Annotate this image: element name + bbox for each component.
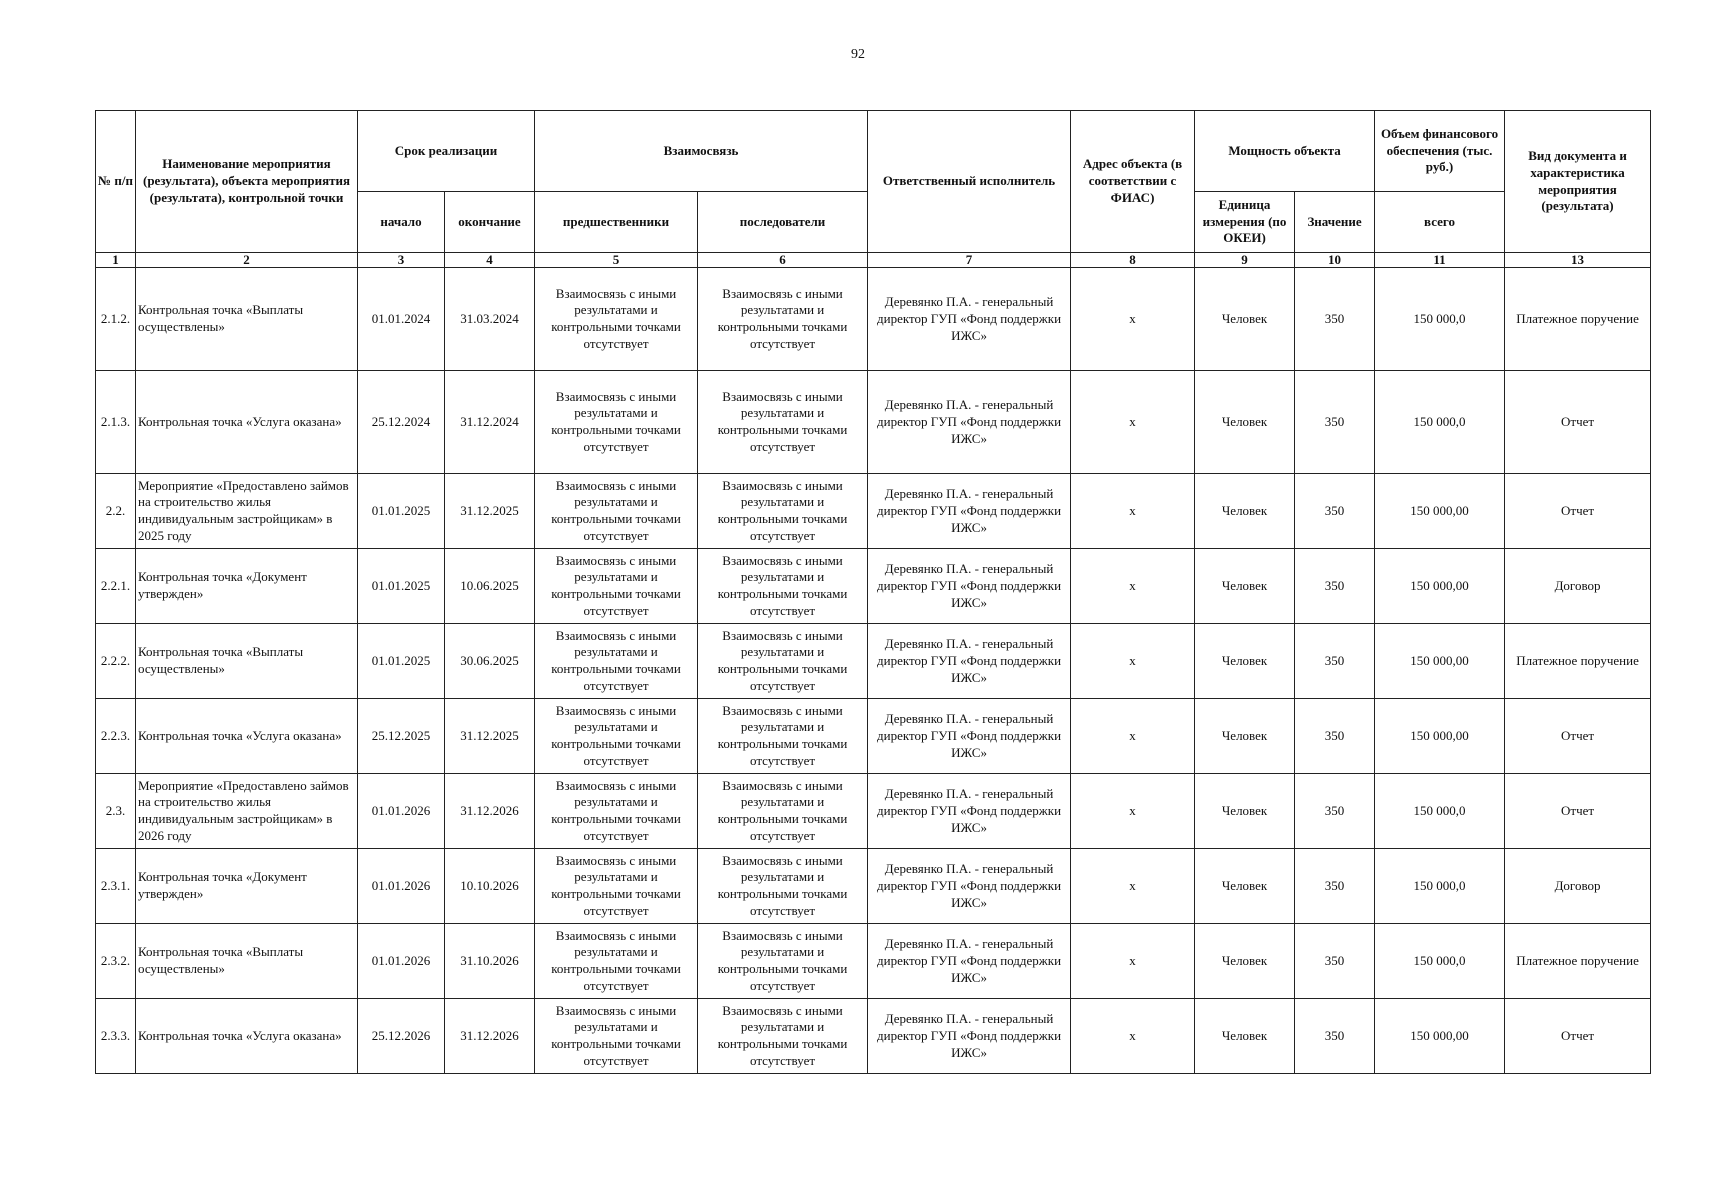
row-predecessors: Взаимосвязь с иными результатами и контрольными точками отсутствует <box>535 924 698 999</box>
row-number: 2.2.2. <box>96 624 136 699</box>
row-document: Отчет <box>1505 371 1651 474</box>
row-document: Платежное поручение <box>1505 924 1651 999</box>
row-name: Контрольная точка «Документ утвержден» <box>136 549 358 624</box>
row-start-date: 01.01.2026 <box>358 774 445 849</box>
row-name: Контрольная точка «Услуга оказана» <box>136 999 358 1074</box>
row-successors: Взаимосвязь с иными результатами и контрольными точками отсутствует <box>698 699 868 774</box>
row-finance: 150 000,00 <box>1375 999 1505 1074</box>
row-value: 350 <box>1295 999 1375 1074</box>
row-unit: Человек <box>1195 999 1295 1074</box>
row-finance: 150 000,0 <box>1375 774 1505 849</box>
row-responsible: Деревянко П.А. - генеральный директор ГУП «Фонд поддержки ИЖС» <box>868 924 1071 999</box>
table-row <box>96 474 1651 549</box>
column-number: 5 <box>535 253 698 268</box>
row-address: x <box>1071 624 1195 699</box>
header-finance: Объем финансового обеспечения (тыс. руб.) <box>1375 111 1505 192</box>
row-value: 350 <box>1295 474 1375 549</box>
row-number: 2.3.3. <box>96 999 136 1074</box>
header-responsible: Ответственный исполнитель <box>868 111 1071 253</box>
row-predecessors: Взаимосвязь с иными результатами и контрольными точками отсутствует <box>535 624 698 699</box>
row-start-date: 25.12.2025 <box>358 699 445 774</box>
row-end-date: 31.12.2025 <box>445 474 535 549</box>
row-successors: Взаимосвязь с иными результатами и контрольными точками отсутствует <box>698 849 868 924</box>
row-successors: Взаимосвязь с иными результатами и контрольными точками отсутствует <box>698 999 868 1074</box>
row-value: 350 <box>1295 699 1375 774</box>
row-successors: Взаимосвязь с иными результатами и контрольными точками отсутствует <box>698 371 868 474</box>
column-number: 2 <box>136 253 358 268</box>
page-number: 92 <box>851 47 865 62</box>
row-responsible: Деревянко П.А. - генеральный директор ГУП «Фонд поддержки ИЖС» <box>868 549 1071 624</box>
column-number: 7 <box>868 253 1071 268</box>
column-number: 4 <box>445 253 535 268</box>
row-start-date: 01.01.2026 <box>358 849 445 924</box>
row-number: 2.2.1. <box>96 549 136 624</box>
header-value: Значение <box>1295 192 1375 253</box>
row-predecessors: Взаимосвязь с иными результатами и контрольными точками отсутствует <box>535 774 698 849</box>
column-number: 13 <box>1505 253 1651 268</box>
row-predecessors: Взаимосвязь с иными результатами и контрольными точками отсутствует <box>535 549 698 624</box>
row-end-date: 10.10.2026 <box>445 849 535 924</box>
row-name: Контрольная точка «Документ утвержден» <box>136 849 358 924</box>
row-address: x <box>1071 699 1195 774</box>
row-name: Контрольная точка «Услуга оказана» <box>136 371 358 474</box>
column-number: 11 <box>1375 253 1505 268</box>
header-document: Вид документа и характеристика мероприятия (результата) <box>1505 111 1651 253</box>
row-number: 2.1.3. <box>96 371 136 474</box>
column-number: 10 <box>1295 253 1375 268</box>
row-unit: Человек <box>1195 474 1295 549</box>
row-responsible: Деревянко П.А. - генеральный директор ГУП «Фонд поддержки ИЖС» <box>868 774 1071 849</box>
header-name: Наименование мероприятия (результата), объекта мероприятия (результата), контрольной точки <box>136 111 358 253</box>
column-number-row <box>96 253 1651 268</box>
row-end-date: 31.12.2026 <box>445 999 535 1074</box>
column-number: 8 <box>1071 253 1195 268</box>
row-address: x <box>1071 371 1195 474</box>
row-end-date: 31.12.2026 <box>445 774 535 849</box>
header-unit: Единица измерения (по ОКЕИ) <box>1195 192 1295 253</box>
row-successors: Взаимосвязь с иными результатами и контрольными точками отсутствует <box>698 774 868 849</box>
row-successors: Взаимосвязь с иными результатами и контрольными точками отсутствует <box>698 624 868 699</box>
row-successors: Взаимосвязь с иными результатами и контрольными точками отсутствует <box>698 268 868 371</box>
row-name: Мероприятие «Предоставлено займов на строительство жилья индивидуальным застройщикам» в 2026 году <box>136 774 358 849</box>
column-number: 1 <box>96 253 136 268</box>
row-successors: Взаимосвязь с иными результатами и контрольными точками отсутствует <box>698 549 868 624</box>
row-address: x <box>1071 774 1195 849</box>
row-number: 2.3.1. <box>96 849 136 924</box>
row-name: Контрольная точка «Выплаты осуществлены» <box>136 268 358 371</box>
row-successors: Взаимосвязь с иными результатами и контрольными точками отсутствует <box>698 474 868 549</box>
row-unit: Человек <box>1195 699 1295 774</box>
row-address: x <box>1071 924 1195 999</box>
row-finance: 150 000,00 <box>1375 699 1505 774</box>
header-num: № п/п <box>96 111 136 253</box>
row-end-date: 31.03.2024 <box>445 268 535 371</box>
row-document: Платежное поручение <box>1505 624 1651 699</box>
row-responsible: Деревянко П.А. - генеральный директор ГУП «Фонд поддержки ИЖС» <box>868 624 1071 699</box>
row-start-date: 01.01.2025 <box>358 624 445 699</box>
row-responsible: Деревянко П.А. - генеральный директор ГУП «Фонд поддержки ИЖС» <box>868 474 1071 549</box>
row-predecessors: Взаимосвязь с иными результатами и контрольными точками отсутствует <box>535 268 698 371</box>
row-unit: Человек <box>1195 849 1295 924</box>
row-start-date: 01.01.2025 <box>358 549 445 624</box>
table-body <box>96 268 1651 1074</box>
row-end-date: 31.10.2026 <box>445 924 535 999</box>
row-start-date: 25.12.2026 <box>358 999 445 1074</box>
table-row <box>96 371 1651 474</box>
table-row <box>96 999 1651 1074</box>
table-row <box>96 624 1651 699</box>
column-number: 3 <box>358 253 445 268</box>
table-row <box>96 549 1651 624</box>
row-number: 2.3.2. <box>96 924 136 999</box>
header-capacity: Мощность объекта <box>1195 111 1375 192</box>
row-responsible: Деревянко П.А. - генеральный директор ГУП «Фонд поддержки ИЖС» <box>868 268 1071 371</box>
row-number: 2.2. <box>96 474 136 549</box>
row-predecessors: Взаимосвязь с иными результатами и контрольными точками отсутствует <box>535 849 698 924</box>
row-document: Отчет <box>1505 774 1651 849</box>
row-start-date: 01.01.2026 <box>358 924 445 999</box>
header-successors: последователи <box>698 192 868 253</box>
row-start-date: 01.01.2024 <box>358 268 445 371</box>
row-address: x <box>1071 849 1195 924</box>
row-finance: 150 000,00 <box>1375 549 1505 624</box>
header-predecessors: предшественники <box>535 192 698 253</box>
row-value: 350 <box>1295 371 1375 474</box>
row-document: Отчет <box>1505 999 1651 1074</box>
header-term-end: окончание <box>445 192 535 253</box>
row-name: Мероприятие «Предоставлено займов на строительство жилья индивидуальным застройщикам» в 2025 году <box>136 474 358 549</box>
row-value: 350 <box>1295 624 1375 699</box>
row-responsible: Деревянко П.А. - генеральный директор ГУП «Фонд поддержки ИЖС» <box>868 699 1071 774</box>
row-predecessors: Взаимосвязь с иными результатами и контрольными точками отсутствует <box>535 474 698 549</box>
table-row <box>96 924 1651 999</box>
control-points-table <box>95 110 1651 1074</box>
row-number: 2.1.2. <box>96 268 136 371</box>
row-responsible: Деревянко П.А. - генеральный директор ГУП «Фонд поддержки ИЖС» <box>868 371 1071 474</box>
row-finance: 150 000,0 <box>1375 924 1505 999</box>
row-unit: Человек <box>1195 924 1295 999</box>
row-name: Контрольная точка «Выплаты осуществлены» <box>136 624 358 699</box>
row-unit: Человек <box>1195 774 1295 849</box>
row-unit: Человек <box>1195 624 1295 699</box>
table-row <box>96 268 1651 371</box>
row-start-date: 25.12.2024 <box>358 371 445 474</box>
header-relation: Взаимосвязь <box>535 111 868 192</box>
row-document: Отчет <box>1505 474 1651 549</box>
row-finance: 150 000,00 <box>1375 624 1505 699</box>
header-term: Срок реализации <box>358 111 535 192</box>
row-finance: 150 000,00 <box>1375 474 1505 549</box>
row-document: Договор <box>1505 849 1651 924</box>
row-unit: Человек <box>1195 371 1295 474</box>
row-number: 2.2.3. <box>96 699 136 774</box>
row-end-date: 10.06.2025 <box>445 549 535 624</box>
row-number: 2.3. <box>96 774 136 849</box>
table-row <box>96 774 1651 849</box>
row-finance: 150 000,0 <box>1375 371 1505 474</box>
row-predecessors: Взаимосвязь с иными результатами и контрольными точками отсутствует <box>535 371 698 474</box>
row-value: 350 <box>1295 924 1375 999</box>
row-finance: 150 000,0 <box>1375 268 1505 371</box>
row-document: Отчет <box>1505 699 1651 774</box>
row-address: x <box>1071 549 1195 624</box>
row-name: Контрольная точка «Услуга оказана» <box>136 699 358 774</box>
column-number: 6 <box>698 253 868 268</box>
table-row <box>96 849 1651 924</box>
row-finance: 150 000,0 <box>1375 849 1505 924</box>
row-end-date: 31.12.2025 <box>445 699 535 774</box>
row-predecessors: Взаимосвязь с иными результатами и контрольными точками отсутствует <box>535 699 698 774</box>
row-value: 350 <box>1295 268 1375 371</box>
column-number: 9 <box>1195 253 1295 268</box>
row-address: x <box>1071 999 1195 1074</box>
row-responsible: Деревянко П.А. - генеральный директор ГУП «Фонд поддержки ИЖС» <box>868 999 1071 1074</box>
row-unit: Человек <box>1195 268 1295 371</box>
header-finance-total: всего <box>1375 192 1505 253</box>
row-successors: Взаимосвязь с иными результатами и контрольными точками отсутствует <box>698 924 868 999</box>
row-end-date: 31.12.2024 <box>445 371 535 474</box>
row-address: x <box>1071 474 1195 549</box>
header-address: Адрес объекта (в соответствии с ФИАС) <box>1071 111 1195 253</box>
row-value: 350 <box>1295 849 1375 924</box>
header-term-start: начало <box>358 192 445 253</box>
table-row <box>96 699 1651 774</box>
row-document: Договор <box>1505 549 1651 624</box>
row-predecessors: Взаимосвязь с иными результатами и контрольными точками отсутствует <box>535 999 698 1074</box>
row-unit: Человек <box>1195 549 1295 624</box>
row-value: 350 <box>1295 549 1375 624</box>
row-address: x <box>1071 268 1195 371</box>
row-start-date: 01.01.2025 <box>358 474 445 549</box>
row-document: Платежное поручение <box>1505 268 1651 371</box>
row-value: 350 <box>1295 774 1375 849</box>
row-end-date: 30.06.2025 <box>445 624 535 699</box>
row-responsible: Деревянко П.А. - генеральный директор ГУП «Фонд поддержки ИЖС» <box>868 849 1071 924</box>
row-name: Контрольная точка «Выплаты осуществлены» <box>136 924 358 999</box>
